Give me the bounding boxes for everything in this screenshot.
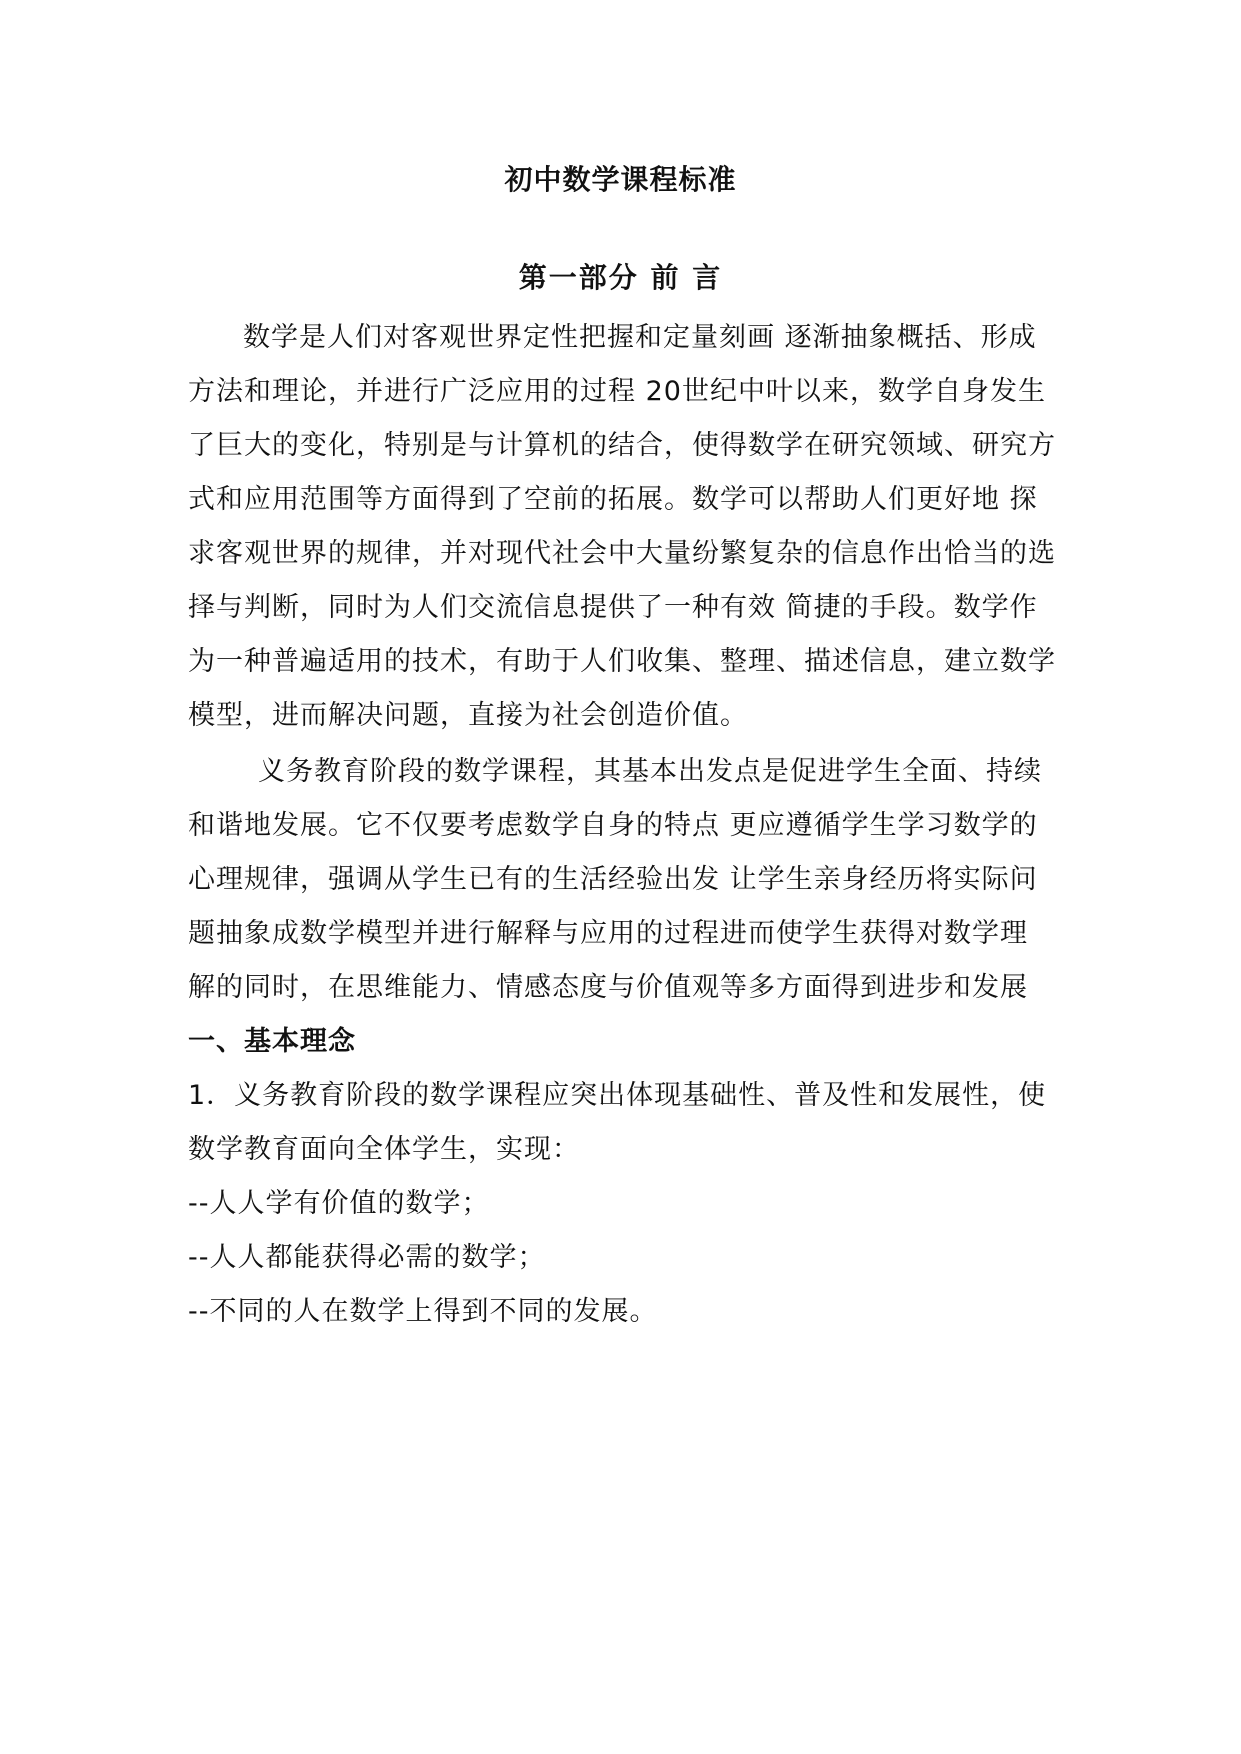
document-title: 初中数学课程标准 [504,163,737,196]
part-title: 第一部分 前 言 [518,261,723,294]
bullet-item: --不同的人在数学上得到不同的发展。 [188,1296,658,1327]
preface-p2-line: 心理规律，强调从学生已有的生活经验出发 让学生亲身经历将实际问 [188,864,1038,895]
preface-p2-line: 义务教育阶段的数学课程，其基本出发点是促进学生全面、持续 [258,756,1042,787]
preface-p1-line: 择与判断，同时为人们交流信息提供了一种有效 简捷的手段。数学作 [188,592,1038,623]
preface-p2-line: 和谐地发展。它不仅要考虑数学自身的特点 更应遵循学生学习数学的 [188,810,1038,841]
preface-p1-line: 为一种普遍适用的技术，有助于人们收集、整理、描述信息，建立数学 [188,646,1056,677]
section-item-line: 1．义务教育阶段的数学课程应突出体现基础性、普及性和发展性，使 [188,1080,1047,1111]
preface-p2-line: 解的同时，在思维能力、情感态度与价值观等多方面得到进步和发展 [188,972,1028,1003]
preface-p1-line: 方法和理论，并进行广泛应用的过程 20世纪中叶以来，数学自身发生 [188,376,1046,407]
preface-p1-line: 模型，进而解决问题，直接为社会创造价值。 [188,700,748,731]
preface-p1-line: 数学是人们对客观世界定性把握和定量刻画 逐渐抽象概括、形成 [243,322,1037,353]
preface-p1-line: 求客观世界的规律，并对现代社会中大量纷繁复杂的信息作出恰当的选 [188,538,1056,569]
bullet-item: --人人学有价值的数学； [188,1188,490,1219]
section-heading: 一、基本理念 [188,1026,356,1057]
preface-p1-line: 式和应用范围等方面得到了空前的拓展。数学可以帮助人们更好地 探 [188,484,1038,515]
section-item-line: 数学教育面向全体学生，实现： [188,1134,580,1165]
preface-p2-line: 题抽象成数学模型并进行解释与应用的过程进而使学生获得对数学理 [188,918,1028,949]
bullet-item: --人人都能获得必需的数学； [188,1242,546,1273]
preface-p1-line: 了巨大的变化，特别是与计算机的结合，使得数学在研究领域、研究方 [188,430,1056,461]
